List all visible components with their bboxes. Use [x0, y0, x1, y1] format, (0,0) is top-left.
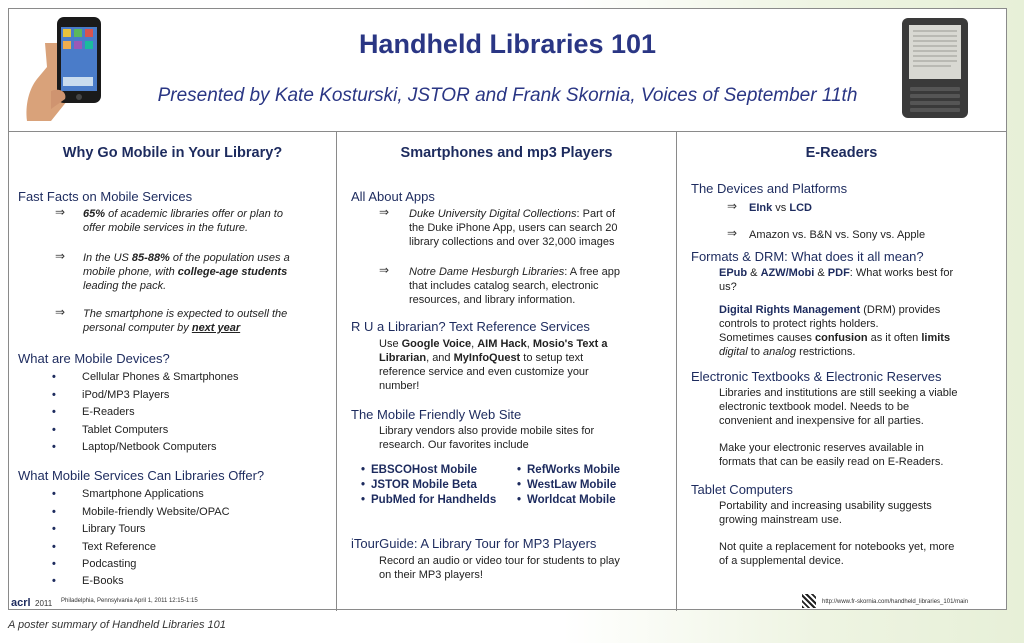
section-title: iTourGuide: A Library Tour for MP3 Players [351, 536, 597, 551]
section-title: What Mobile Services Can Libraries Offer? [18, 468, 265, 483]
vendor-item: • PubMed for Handhelds [371, 494, 496, 506]
arrow-icon: ⇒ [379, 205, 390, 219]
platform-item: EInk vs LCD [749, 202, 812, 214]
arrow-icon: ⇒ [55, 249, 66, 263]
column-e-readers [677, 131, 1006, 611]
column-why-go-mobile [9, 131, 337, 611]
list-item: • Tablet Computers [82, 424, 168, 436]
list-item: • E-Readers [82, 406, 135, 418]
footer-url: http://www.fr-skornia.com/handheld_libraries_101/main [822, 599, 969, 605]
list-item: • Text Reference [82, 541, 156, 553]
arrow-icon: ⇒ [379, 263, 390, 277]
app-item: Duke University Digital Collections: Part of the Duke iPhone App, users can search 20 library collections and over 32,000 images [409, 208, 618, 248]
vendor-item: • WestLaw Mobile [527, 479, 616, 491]
arrow-icon: ⇒ [55, 205, 66, 219]
list-item: • Smartphone Applications [82, 488, 204, 500]
text-reference-body: Use Google Voice, AIM Hack, Mosio's Text a Librarian, and MyInfoQuest to setup text reference service and even customize your number! [379, 338, 608, 392]
acrl-logo: acrl 2011 [11, 597, 53, 609]
app-item: Notre Dame Hesburgh Libraries: A free app that includes catalog search, electronic resources, and library information. [409, 266, 620, 306]
section-title: Tablet Computers [691, 482, 793, 497]
column-smartphones [337, 131, 677, 611]
web-body: Library vendors also provide mobile sites for research. Our favorites include [379, 425, 595, 451]
section-title: All About Apps [351, 189, 435, 204]
fact-item: In the US 85-88% of the population uses a mobile phone, with college-age students leading the pack. [83, 252, 290, 292]
section-title: Formats & DRM: What does it all mean? [691, 249, 924, 264]
e-reader-image [901, 17, 969, 119]
formats-body: EPub & AZW/Mobi & PDF: What works best for us? [719, 267, 954, 293]
arrow-icon: ⇒ [727, 226, 738, 240]
poster-subtitle: Presented by Kate Kosturski, JSTOR and Frank Skornia, Voices of September 11th [157, 85, 858, 106]
list-item: • Podcasting [82, 558, 136, 570]
tablets-body: Portability and increasing usability suggests growing mainstream use. [719, 500, 932, 526]
section-title: Fast Facts on Mobile Services [18, 189, 193, 204]
column-heading: Why Go Mobile in Your Library? [62, 145, 283, 161]
arrow-icon: ⇒ [55, 305, 66, 319]
vendor-item: • EBSCOHost Mobile [371, 464, 477, 476]
section-title: The Devices and Platforms [691, 181, 848, 196]
list-item: • E-Books [82, 575, 124, 587]
column-heading: E-Readers [805, 145, 878, 161]
list-item: • Library Tours [82, 523, 145, 535]
list-item: • iPod/MP3 Players [82, 389, 169, 401]
column-heading: Smartphones and mp3 Players [400, 145, 613, 161]
image-caption: A poster summary of Handheld Libraries 101 [8, 619, 226, 631]
section-title: Electronic Textbooks & Electronic Reserves [691, 369, 942, 384]
section-title: The Mobile Friendly Web Site [351, 407, 522, 422]
textbooks-body: Libraries and institutions are still seeking a viable electronic textbook model. Needs to be convenient and inexpensive for all parties. [719, 387, 958, 427]
list-item: • Mobile-friendly Website/OPAC [82, 506, 230, 518]
vendor-item: • Worldcat Mobile [527, 494, 616, 506]
fact-item: 65% of academic libraries offer or plan to offer mobile services in the future. [83, 208, 283, 234]
poster-header [9, 9, 1006, 132]
tour-body: Record an audio or video tour for students to play on their MP3 players! [379, 555, 620, 581]
qr-code-icon [802, 594, 816, 608]
section-title: What are Mobile Devices? [18, 351, 170, 366]
poster [8, 8, 1007, 610]
footer-event-info: Philadelphia, Pennsylvania April 1, 2011 12:15-1:15 [61, 598, 198, 604]
vendor-item: • JSTOR Mobile Beta [371, 479, 477, 491]
platform-item: Amazon vs. B&N vs. Sony vs. Apple [749, 229, 926, 241]
list-item: • Laptop/Netbook Computers [82, 441, 217, 453]
tablets-body: Not quite a replacement for notebooks yet, more of a supplemental device. [719, 541, 955, 567]
list-item: • Cellular Phones & Smartphones [82, 371, 239, 383]
vendor-item: • RefWorks Mobile [527, 464, 620, 476]
poster-title: Handheld Libraries 101 [358, 29, 657, 59]
arrow-icon: ⇒ [727, 199, 738, 213]
fact-item: The smartphone is expected to outsell the personal computer by next year [83, 308, 288, 334]
reserves-body: Make your electronic reserves available in formats that can be easily read on E-Readers. [719, 442, 944, 468]
drm-body: Digital Rights Management (DRM) provides controls to protect rights holders. Sometimes causes confusion as it often limits digital to analog restrictions. [719, 304, 951, 358]
section-title: R U a Librarian? Text Reference Services [351, 319, 590, 334]
